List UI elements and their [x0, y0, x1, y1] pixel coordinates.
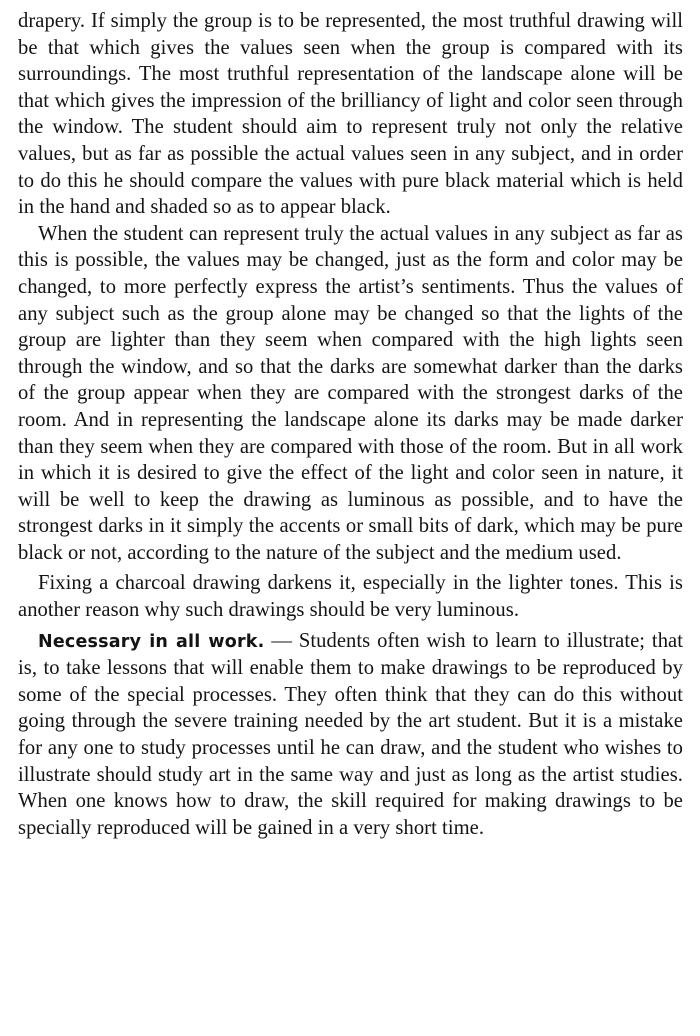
paragraph-drapery-values: drapery. If simply the group is to be represented, the most truthful drawing will be that which gives the values seen when the group is compared with its surroundings. The most truthful representation of the landscape alone will be that which gives the impression of the brilliancy of light and color seen through the window. The student should aim to represent truly not only the relative values, but as far as possible the actual values seen in any subject, and in order to do this he should compare the values with pure black material which is held in the hand and shaded so as to appear black.	[18, 10, 683, 219]
paragraph-necessary-in-all-work	[18, 628, 683, 842]
paragraph-body-text: — Students often wish to learn to illustrate; that is, to take lessons that will enable them to make drawings to be reproduced by some of the special processes. They often think that they can do this without going through the severe training needed by the art student. But it is a mistake for any one to study processes until he can draw, and the student who wishes to illustrate should study art in the same way and just as long as the artist studies. When one knows how to draw, the skill required for making drawings to be specially reproduced will be gained in a very short time.	[18, 629, 684, 839]
section-sidehead: Necessary in all work.	[38, 631, 265, 652]
book-page	[18, 8, 683, 841]
paragraph-fixing-charcoal: Fixing a charcoal drawing darkens it, especially in the lighter tones. This is another reason why such drawings should be very luminous.	[18, 572, 683, 622]
paragraph-changing-values: When the student can represent truly the actual values in any subject as far as this is possible, the values may be changed, just as the form and color may be changed, to more perfectly express the artist’s sentiments. Thus the values of any subject such as the group alone may be changed so that the lights of the group are lighter than they seem when compared with the high lights seen through the window, and so that the darks are somewhat darker than the darks of the group appear when they are compared with the strongest darks of the room. And in representing the landscape alone its darks may be made darker than they seem when they are compared with those of the room. But in all work in which it is desired to give the effect of the light and color seen in nature, it will be well to keep the drawing as luminous as possible, and to have the strongest darks in it simply the accents or small bits of dark, which may be pure black or not, according to the nature of the subject and the medium used.	[18, 222, 683, 564]
